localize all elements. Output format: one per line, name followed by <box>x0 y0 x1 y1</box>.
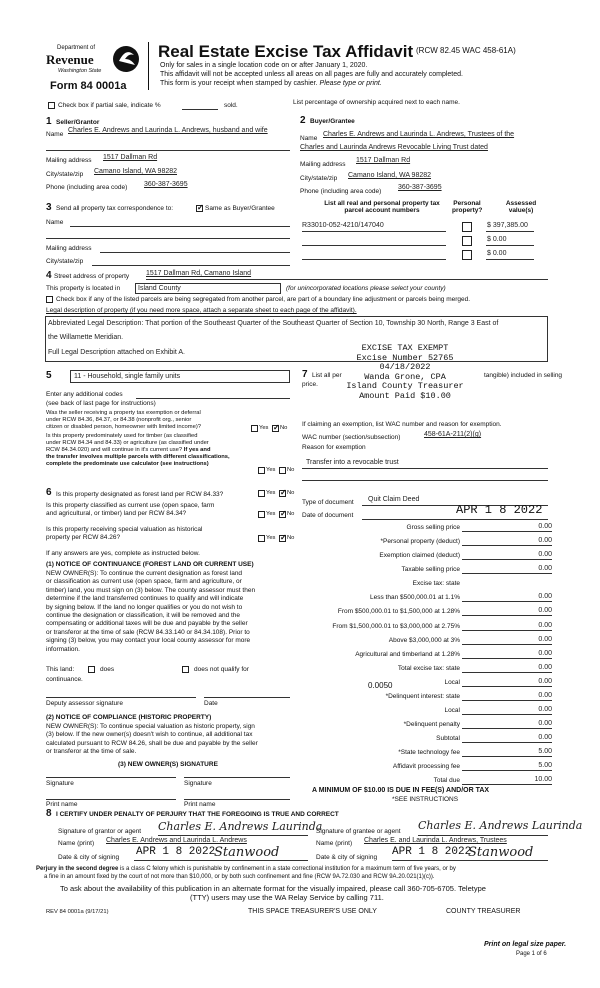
tax-row-line <box>462 630 552 631</box>
page-number: Page 1 of 6 <box>516 951 547 957</box>
wac-number[interactable]: 458-61A-211(2)(g) <box>424 431 482 438</box>
excise-exempt-stamp: EXCISE TAX EXEMPT Excise Number 52765 04/18/2022 Wanda Grone, CPA Island County Treasurer Amount Paid $10.00 <box>346 343 464 401</box>
forest-yes-checkbox[interactable] <box>258 490 265 497</box>
owner-print-line-2[interactable] <box>184 799 290 800</box>
segregated-label: Check box if any of the listed parcels are being segregated from another parcel, are part of a boundary line adjustment or parcels being merged. <box>56 296 471 303</box>
buyer-name-label: Name <box>300 135 318 142</box>
tax-row-value[interactable]: 0.00 <box>538 636 552 643</box>
assessed-value[interactable]: $ 397,385.00 <box>487 222 528 229</box>
parcel-line <box>302 259 446 260</box>
q2-no-checkbox[interactable] <box>279 467 286 474</box>
if-any-yes: If any answers are yes, complete as instructed below. <box>46 550 200 557</box>
form-title: Real Estate Excise Tax Affidavit <box>158 42 414 61</box>
tax-row-line <box>462 615 552 616</box>
owner-sig-label-1: Signature <box>46 780 74 787</box>
header-note2: This affidavit will not be accepted unless all areas on all pages are fully and accurately completed. <box>160 71 463 78</box>
assessed-value[interactable]: $ 0.00 <box>487 250 507 257</box>
partial-sale-checkbox[interactable] <box>48 102 55 109</box>
dept-line2: Revenue <box>46 52 94 67</box>
availability-line1: To ask about the availability of this publication in an alternate format for the visually impaired, please call 360-705-6705. Teletype <box>60 884 486 893</box>
historic-yes-label: Yes <box>266 535 276 541</box>
sec3-city-line[interactable] <box>92 265 290 266</box>
legal-line1: Abbreviated Legal Description: That portion of the Southeast Quarter of the Southeast Quarter of Section 10, Township 30 North, Range 3 East of <box>48 320 499 327</box>
dept-line1: Department of <box>57 45 96 51</box>
perjury-line2: a fine in an amount fixed by the court of not more than $10,000, or by both such confinement and fine (RCW 9A.72.030 and RCW 9A.20.021(1)(c)). <box>44 874 435 880</box>
tax-row-label: Local <box>444 707 460 714</box>
historic-no-label: No <box>287 535 295 541</box>
reason-label: Reason for exemption <box>302 444 366 451</box>
value-line <box>486 259 534 260</box>
grantee-name-label: Name (print) <box>316 840 353 847</box>
tax-row-line <box>462 559 552 560</box>
partial-sale-pct-line[interactable] <box>182 109 218 110</box>
tax-row-line <box>462 728 552 729</box>
does-not-label: does not qualify for <box>194 666 249 673</box>
personal-property-checkbox[interactable] <box>462 250 472 260</box>
q2-yes-checkbox[interactable] <box>258 467 265 474</box>
grantee-name[interactable]: Charles E. and Laurinda L. Andrews, Trustees <box>364 837 507 844</box>
sec8-num: 8 <box>46 808 52 819</box>
tax-row-label: Agricultural and timberland at 1.28% <box>355 651 460 658</box>
sec3-city-label: City/state/zip <box>46 258 84 265</box>
tax-row-label: From $1,500,000.01 to $3,000,000 at 2.75% <box>332 623 460 630</box>
buyer-heading: Buyer/Grantee <box>310 118 355 125</box>
buyer-name1[interactable]: Charles E. Andrews and Laurinda L. Andrews, Trustees of the <box>323 131 515 138</box>
legal-paper-note: Print on legal size paper. <box>484 941 567 948</box>
seller-city[interactable]: Camano Island, WA 98282 <box>94 168 178 175</box>
seller-heading: Seller/Grantor <box>56 119 100 126</box>
seller-name[interactable]: Charles E. Andrews and Laurinda L. Andrews, husband and wife <box>68 127 268 134</box>
grantee-date-label: Date & city of signing <box>316 854 378 861</box>
legal-line2: the Willamette Meridian. <box>48 334 124 341</box>
sec6-q3: Is this property receiving special valuation as historical property per RCW 84.26? <box>46 526 203 541</box>
tax-row-line <box>462 742 552 743</box>
legal-line3: Full Legal Description attached on Exhibit A. <box>48 349 185 356</box>
partial-sale-label: Check box if partial sale, indicate % <box>58 102 161 109</box>
tax-row-value[interactable]: 0.00 <box>538 734 552 741</box>
wac-label: WAC number (section/subsection) <box>302 434 401 441</box>
unincorporated-note: (for unincorporated locations please select your county) <box>286 285 446 292</box>
sec7-text-c: price. <box>302 381 318 388</box>
parcel-number[interactable]: R33010-052-4210/147040 <box>302 222 384 229</box>
header-divider <box>148 42 149 90</box>
grantee-date-stamp: APR 1 8 2022 <box>392 846 472 858</box>
buyer-phone-label: Phone (including area code) <box>300 188 382 195</box>
tax-row-label: Affidavit processing fee <box>392 763 460 770</box>
grantor-name-label: Name (print) <box>58 840 95 847</box>
does-not-checkbox[interactable] <box>182 666 189 673</box>
current-use-yes-checkbox[interactable] <box>258 511 265 518</box>
legal-label: Legal description of property (if you need more space, attach a separate sheet to each page of the affidavit). <box>46 307 357 314</box>
same-as-buyer-label: Same as Buyer/Grantee <box>205 205 275 212</box>
sec7-num: 7 <box>302 369 308 380</box>
seller-mail[interactable]: 1517 Dallman Rd <box>103 154 158 161</box>
segregated-checkbox[interactable] <box>46 296 53 303</box>
grantee-sig-label: Signature of grantee or agent <box>316 828 401 835</box>
grantor-sig-line <box>158 835 308 836</box>
does-label: does <box>100 666 115 673</box>
list-pct-note: List percentage of ownership acquired next to each name. <box>293 99 460 106</box>
doc-date-stamp: APR 1 8 2022 <box>456 503 543 517</box>
sec6-q1: Is this property designated as forest land per RCW 84.33? <box>56 491 224 498</box>
tax-row-label: Excise tax: state <box>412 580 460 587</box>
sec4-num: 4 <box>46 270 52 281</box>
notice1-body: NEW OWNER(S): To continue the current designation as forest land or classification as current use (open space, farm and agriculture, or timber) land, you must sign on (3) below. The county assessor must then determine if the land transferred continues to qualify and will indicate by signing below. If the land no longer qualifies or you do not wish to continue the designation or classification, it will be removed and the compensating or additional taxes will be due and payable by the seller or transferor at the time of sale (RCW 84.33.140 or 84.34.108). Prior to signing (3) below, you may contact your local county assessor for more information. <box>46 570 256 653</box>
this-land-label: This land: <box>46 666 75 673</box>
tax-row-value[interactable]: 0.00 <box>538 537 552 544</box>
tax-row-value[interactable]: 0.00 <box>538 523 552 530</box>
tax-row-label: *Delinquent penalty <box>403 721 460 728</box>
located-label: This property is located in <box>46 285 121 292</box>
partial-sale-sold: sold. <box>224 102 238 109</box>
current-use-yes-label: Yes <box>266 511 276 517</box>
sec6-num: 6 <box>46 487 52 498</box>
parcel-line <box>302 231 446 232</box>
tax-row-line <box>462 770 552 771</box>
tax-row-value[interactable]: 0.00 <box>538 650 552 657</box>
buyer-mail-label: Mailing address <box>300 161 346 168</box>
q2-yes-label: Yes <box>266 467 276 473</box>
reason-line <box>302 468 548 469</box>
see-instructions: *SEE INSTRUCTIONS <box>392 796 459 803</box>
tax-row-line <box>462 686 552 687</box>
tax-row-value[interactable]: 0.00 <box>538 551 552 558</box>
county-select[interactable]: Island County <box>135 283 281 294</box>
street-address[interactable]: 1517 Dallman Rd, Camano Island <box>146 270 252 277</box>
buyer-city[interactable]: Camano Island, WA 98282 <box>348 172 432 179</box>
tax-row-label: Less than $500,000.01 at 1.1% <box>370 594 460 601</box>
parcel-col2: Personal property? <box>452 200 483 214</box>
grantor-signature[interactable]: Charles E. Andrews Laurinda <box>158 820 323 833</box>
grantor-sig-label: Signature of grantor or agent <box>58 828 142 835</box>
sec5-q1: Was the seller receiving a property tax exemption or deferral under RCW 84.36, 84.37, or 84.38 (nonprofit org., senior citizen or disabled person, homeowner with limited income)? <box>46 410 201 430</box>
current-use-no-label: No <box>287 511 295 517</box>
certify-text: I CERTIFY UNDER PENALTY OF PERJURY THAT THE FOREGOING IS TRUE AND CORRECT <box>56 811 339 818</box>
forest-no-label: No <box>287 490 295 496</box>
historic-no-checkbox[interactable] <box>279 535 286 542</box>
availability-line2: (TTY) users may use the WA Relay Service by calling 711. <box>190 893 384 902</box>
tax-row-value[interactable]: 0.00 <box>538 622 552 629</box>
tax-row-label: Subtotal <box>436 735 460 742</box>
seller-name-label: Name <box>46 131 64 138</box>
owner-sig-line-2[interactable] <box>184 777 290 778</box>
value-line <box>486 231 534 232</box>
seller-mail-label: Mailing address <box>46 157 92 164</box>
seller-city-label: City/state/zip <box>46 171 84 178</box>
form-rcw: (RCW 82.45 WAC 458-61A) <box>416 46 516 55</box>
tax-row-value[interactable]: 0.00 <box>538 720 552 727</box>
tax-row-label: Gross selling price <box>406 524 460 531</box>
reason-line2 <box>302 480 548 481</box>
forest-no-checkbox[interactable] <box>279 490 286 497</box>
owner-print-label-1: Print name <box>46 801 78 808</box>
doc-date-label: Date of document <box>302 512 354 519</box>
seller-name-line2[interactable] <box>46 150 290 151</box>
form-number: Form 84 0001a <box>50 80 127 92</box>
continuance-label: continuance. <box>46 676 83 683</box>
tax-row-label: From $500,000.01 to $1,500,000 at 1.28% <box>337 608 460 615</box>
seller-num: 1 <box>46 116 52 127</box>
tax-row-label: *Delinquent interest: state <box>385 693 460 700</box>
grantee-date-line <box>392 860 548 861</box>
header-note3: This form is your receipt when stamped by cashier. Please type or print. <box>160 80 382 87</box>
deputy-date-label: Date <box>204 700 218 707</box>
sec3-mail-label: Mailing address <box>46 245 92 252</box>
grantor-date-stamp: APR 1 8 2022 <box>136 846 216 858</box>
tax-row-label: Total excise tax: state <box>397 665 460 672</box>
sec7-text-b: tangible) included in selling <box>484 372 563 379</box>
tax-row-line <box>462 573 552 574</box>
tax-row-value[interactable]: 0.00 <box>538 706 552 713</box>
doc-date-line <box>362 519 548 520</box>
owner-sig-line-1[interactable] <box>46 777 176 778</box>
grantee-sig-line <box>418 835 548 836</box>
seller-phone-label: Phone (including area code) <box>46 184 128 191</box>
owner-print-line-1[interactable] <box>46 799 176 800</box>
buyer-num: 2 <box>300 115 306 126</box>
tax-row-label: *Personal property (deduct) <box>380 538 460 545</box>
assessed-value[interactable]: $ 0.00 <box>487 236 507 243</box>
wac-claim-note: If claiming an exemption, list WAC number and reason for exemption. <box>302 421 502 428</box>
tax-row-line <box>462 714 552 715</box>
tax-row-label: Exemption claimed (deduct) <box>379 552 460 559</box>
rev-number: REV 84 0001a (9/17/21) <box>46 909 109 915</box>
wa-logo-icon <box>111 43 141 75</box>
historic-yes-checkbox[interactable] <box>258 535 265 542</box>
grantor-city[interactable]: Stanwood <box>214 845 280 860</box>
notice1-title: (1) NOTICE OF CONTINUANCE (FOREST LAND OR CURRENT USE) <box>46 561 254 568</box>
does-checkbox[interactable] <box>88 666 95 673</box>
perjury-line1: Perjury in the second degree is a class C felony which is punishable by confinement in a state correctional institution for a maximum term of five years, or by <box>36 866 456 872</box>
street-line <box>146 279 548 280</box>
tax-row-label: Above $3,000,000 at 3% <box>388 637 460 644</box>
grantee-city[interactable]: Stanwood <box>468 845 534 860</box>
tax-row-line <box>462 784 552 785</box>
tax-row-label: Total due <box>433 777 460 784</box>
tax-row-line <box>462 601 552 602</box>
forest-yes-label: Yes <box>266 490 276 496</box>
sec5-q2: Is this property predominately used for timber (as classified under RCW 84.34 and 84.33) or agriculture (as classified under RCW 84.34.020) and will continue in it's current use? If yes and the transfer involves multiple parcels with different classifications, complete the predominate use calculator (see instructions) <box>46 433 230 467</box>
notice2-title: (2) NOTICE OF COMPLIANCE (HISTORIC PROPERTY) <box>46 714 212 721</box>
parcel-line <box>302 245 446 246</box>
tax-row-value[interactable]: 5.00 <box>538 762 552 769</box>
tax-row-value[interactable]: 0.00 <box>538 678 552 685</box>
dept-line3: Washington State <box>58 68 102 74</box>
tax-row-value[interactable]: 0.00 <box>538 607 552 614</box>
buyer-name2[interactable]: Charles and Laurinda Andrews Revocable Living Trust dated <box>300 144 488 151</box>
seller-phone[interactable]: 360-387-3695 <box>144 181 188 188</box>
doc-type[interactable]: Quit Claim Deed <box>368 496 420 503</box>
sec3-name-label: Name <box>46 219 64 226</box>
buyer-mail[interactable]: 1517 Dallman Rd <box>356 157 411 164</box>
tax-row-line <box>462 531 552 532</box>
tax-row-value[interactable]: 5.00 <box>538 748 552 755</box>
grantee-signature[interactable]: Charles E. Andrews Laurinda <box>418 819 583 832</box>
street-label: Street address of property <box>54 273 130 280</box>
sec3-mail-line[interactable] <box>100 252 290 253</box>
tax-row-line <box>462 756 552 757</box>
q1-yes-checkbox[interactable] <box>251 425 258 432</box>
q1-no-checkbox[interactable] <box>272 425 279 432</box>
q1-no-label: No <box>280 425 288 431</box>
tax-row-value[interactable]: 0.00 <box>538 692 552 699</box>
minimum-note: A MINIMUM OF $10.00 IS DUE IN FEE(S) AND/OR TAX <box>312 787 490 794</box>
sec3-name-line2[interactable] <box>46 238 290 239</box>
grantor-name[interactable]: Charles E. Andrews and Laurinda L. Andrews <box>106 837 247 844</box>
deputy-sig-line[interactable] <box>46 697 196 698</box>
tax-row-label: Local <box>444 679 460 686</box>
sec3-text: Send all property tax correspondence to: <box>56 205 174 212</box>
same-as-buyer-checkbox[interactable] <box>196 205 203 212</box>
parcel-col1: List all real and personal property tax parcel account numbers <box>324 200 440 214</box>
owner-sig-label-2: Signature <box>184 780 212 787</box>
q2-no-label: No <box>287 467 295 473</box>
tax-row-value[interactable]: 0.00 <box>538 593 552 600</box>
notice3-title: (3) NEW OWNER(S) SIGNATURE <box>118 761 218 768</box>
grantor-date-line <box>134 860 308 861</box>
see-back-note: (see back of last page for instructions) <box>46 400 156 407</box>
owner-print-label-2: Print name <box>184 801 216 808</box>
tax-row-value[interactable]: 10.00 <box>534 776 552 783</box>
reason-text[interactable]: Transfer into a revocable trust <box>306 459 399 466</box>
parcel-col3: Assessed value(s) <box>505 200 537 214</box>
deputy-sig-label: Deputy assessor signature <box>46 700 123 707</box>
tax-row-line <box>462 644 552 645</box>
q1-yes-label: Yes <box>259 425 269 431</box>
notice2-body: NEW OWNER(S): To continue special valuation as historic property, sign (3) below. If the new owner(s) doesn't wish to continue, all additional tax calculated pursuant to RCW 84.26, shall be due and payable by the seller or transferor at the time of sale. <box>46 723 258 756</box>
doc-type-label: Type of document <box>302 499 354 506</box>
treasurer-use: THIS SPACE TREASURER'S USE ONLY <box>248 908 377 915</box>
buyer-phone[interactable]: 360-387-3695 <box>398 184 442 191</box>
personal-property-checkbox[interactable] <box>462 222 472 232</box>
grantor-date-label: Date & city of signing <box>58 854 120 861</box>
current-use-no-checkbox[interactable] <box>279 511 286 518</box>
tax-row-value[interactable]: 0.00 <box>538 664 552 671</box>
additional-codes-line[interactable] <box>136 398 290 399</box>
header-note1: Only for sales in a single location code on or after January 1, 2020. <box>160 62 368 69</box>
tax-row-line <box>462 700 552 701</box>
sec3-name-line[interactable] <box>70 226 290 227</box>
tax-row-line <box>462 658 552 659</box>
county-treasurer: COUNTY TREASURER <box>446 908 521 915</box>
value-line <box>486 245 534 246</box>
sec6-q2: Is this property classified as current use (open space, farm and agricultural, or timber) land per RCW 84.34? <box>46 502 215 517</box>
land-use-code-select[interactable]: 11 - Household, single family units <box>70 370 290 383</box>
additional-codes-label: Enter any additional codes <box>46 391 123 398</box>
sec5-num: 5 <box>46 370 52 381</box>
buyer-city-label: City/state/zip <box>300 175 338 182</box>
deputy-date-line[interactable] <box>204 697 290 698</box>
tax-row-value[interactable]: 0.00 <box>538 565 552 572</box>
sec3-num: 3 <box>46 202 52 213</box>
local-rate[interactable]: 0.0050 <box>368 681 393 690</box>
tax-row-line <box>462 545 552 546</box>
tax-row-label: *State technology fee <box>398 749 460 756</box>
personal-property-checkbox[interactable] <box>462 236 472 246</box>
sec7-text-a: List all per <box>312 372 342 379</box>
tax-row-line <box>462 672 552 673</box>
tax-row-label: Taxable selling price <box>401 566 460 573</box>
